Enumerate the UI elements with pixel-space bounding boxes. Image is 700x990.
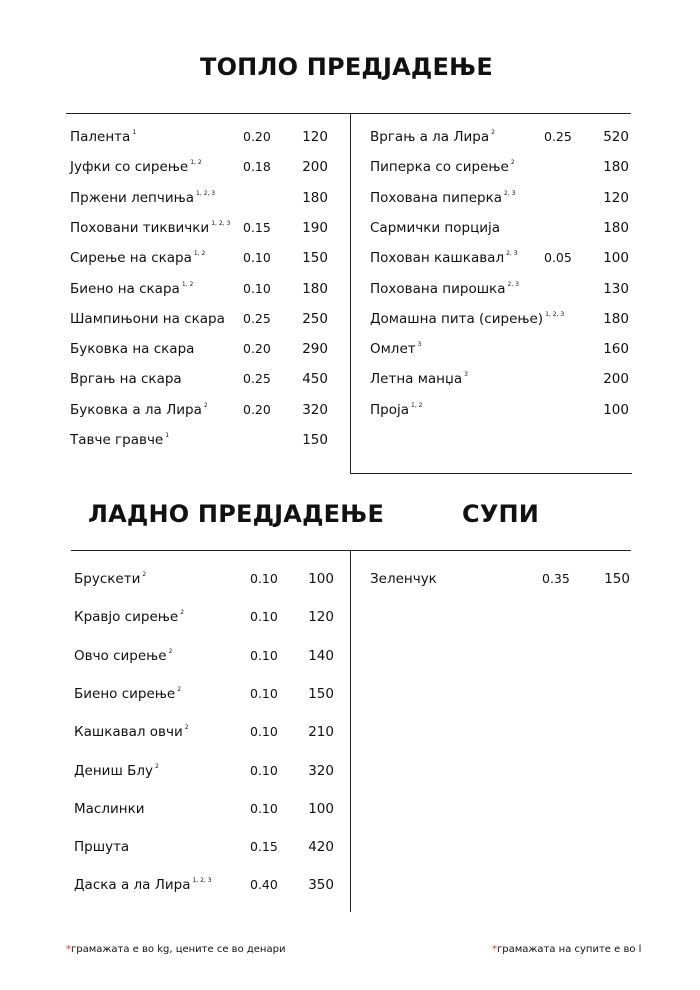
menu-item-name: [370, 341, 421, 357]
menu-item-price: 320: [308, 762, 334, 779]
menu-item-price: 180: [302, 189, 328, 206]
menu-item-name: [370, 281, 519, 297]
menu-item-name-text: Кравјо сирење: [74, 609, 179, 626]
menu-item-name-text: Брускети: [74, 571, 141, 587]
menu-item-name-text: Вргањ на скара: [70, 371, 182, 388]
hot-top-rule: [66, 113, 631, 114]
menu-item-row: [70, 432, 328, 452]
menu-item-price: 420: [308, 839, 334, 856]
menu-item-weight: 0.10: [250, 571, 278, 586]
menu-item-price: 180: [603, 159, 629, 176]
menu-item-name: [74, 648, 172, 664]
menu-item-name: [70, 159, 202, 175]
menu-item-name: [74, 609, 184, 625]
allergen-marker: 1, 2: [193, 250, 206, 258]
allergen-marker: 1, 2, 3: [192, 877, 212, 885]
menu-item-name-text: Палента: [70, 129, 131, 145]
menu-item-name-text: Проја: [370, 401, 410, 418]
menu-item-row: [370, 341, 629, 361]
menu-item-name: [74, 724, 189, 740]
allergen-marker: 1, 2, 3: [545, 310, 565, 318]
hot-bottom-rule: [350, 473, 632, 474]
menu-item-weight: 0.20: [243, 401, 271, 417]
menu-item-name: [70, 341, 194, 357]
menu-item-row: [74, 801, 334, 821]
menu-item-row: [370, 571, 630, 591]
menu-item-name: [74, 877, 212, 893]
menu-item-row: [74, 648, 334, 668]
menu-item-name: [70, 190, 215, 206]
allergen-marker: 2: [154, 762, 159, 770]
menu-item-row: [70, 402, 328, 422]
menu-item-weight: 0.25: [243, 371, 271, 387]
allergen-marker: 3: [464, 371, 468, 379]
menu-item-name-text: Биено на скара: [70, 280, 180, 297]
menu-item-row: [370, 190, 629, 210]
menu-item-price: 210: [308, 724, 334, 741]
menu-item-price: 130: [603, 280, 629, 297]
menu-item-row: [70, 129, 328, 149]
menu-item-name-text: Похована пиперка: [370, 189, 503, 206]
menu-item-name-text: Пиперка со сирење: [370, 159, 509, 176]
cold-column-divider: [350, 550, 351, 912]
footnote-asterisk: *: [492, 944, 497, 955]
soups-title: СУПИ: [462, 500, 540, 528]
menu-item-weight: 0.10: [250, 762, 278, 778]
menu-item-price: 100: [308, 800, 334, 817]
menu-item-name-text: Кашкавал овчи: [74, 724, 183, 741]
menu-item-weight: 0.15: [250, 839, 278, 855]
menu-item-price: 100: [308, 571, 334, 587]
allergen-marker: 1: [132, 129, 137, 136]
menu-item-name-text: Похован кашкавал: [370, 250, 505, 267]
menu-item-row: [370, 281, 629, 301]
menu-item-row: [370, 250, 629, 270]
allergen-marker: 1, 2: [181, 280, 194, 288]
menu-item-price: 200: [302, 159, 328, 176]
allergen-marker: 2: [177, 685, 182, 693]
menu-item-row: [70, 371, 328, 391]
menu-item-name-text: Зеленчук: [370, 571, 437, 587]
menu-item-weight: 0.40: [250, 877, 278, 893]
menu-item-price: 120: [603, 189, 629, 206]
menu-item-price: 320: [302, 401, 328, 418]
menu-item-name: [370, 571, 437, 587]
allergen-marker: 3: [417, 341, 422, 349]
allergen-marker: 1, 2, 3: [211, 219, 231, 227]
menu-item-weight: 0.25: [243, 310, 271, 326]
allergen-marker: 2: [142, 571, 147, 578]
menu-item-price: 150: [308, 685, 334, 702]
menu-item-price: 150: [302, 250, 328, 267]
menu-item-row: [70, 311, 328, 331]
hot-column-divider: [350, 113, 351, 473]
menu-item-name: [370, 190, 515, 206]
menu-item-price: 450: [302, 371, 328, 388]
menu-item-weight: 0.10: [250, 609, 278, 625]
menu-item-price: 520: [603, 129, 629, 145]
menu-item-row: [74, 839, 334, 859]
menu-item-row: [70, 281, 328, 301]
allergen-marker: 2: [203, 401, 208, 409]
menu-item-row: [70, 220, 328, 240]
menu-item-name: [70, 432, 169, 448]
menu-item-name-text: Похована пирошка: [370, 280, 506, 297]
cold-footnote: [66, 944, 285, 955]
menu-item-name: [74, 763, 159, 779]
menu-item-name-text: Јуфки со сирење: [70, 159, 189, 176]
menu-item-row: [74, 724, 334, 744]
menu-item-row: [74, 763, 334, 783]
menu-item-name-text: Омлет: [370, 341, 416, 358]
menu-item-name: [74, 839, 129, 855]
menu-item-name-text: Поховани тиквички: [70, 219, 210, 236]
menu-item-row: [74, 571, 334, 591]
menu-item-weight: 0.10: [250, 724, 278, 740]
menu-item-name: [370, 402, 422, 418]
menu-item-weight: 0.10: [243, 250, 271, 266]
menu-item-price: 150: [604, 571, 630, 587]
menu-item-price: 120: [302, 129, 328, 145]
menu-item-name-text: Маслинки: [74, 800, 145, 817]
menu-item-name-text: Овчо сирење: [74, 647, 167, 664]
allergen-marker: 1, 2, 3: [196, 189, 216, 197]
allergen-marker: 2: [168, 647, 173, 655]
menu-item-price: 290: [302, 341, 328, 358]
menu-item-name: [74, 686, 181, 702]
menu-item-row: [74, 686, 334, 706]
menu-item-price: 350: [308, 877, 334, 894]
menu-item-name-text: Вргањ а ла Лира: [370, 129, 490, 145]
menu-item-weight: 0.10: [250, 647, 278, 663]
menu-item-row: [70, 190, 328, 210]
soups-footnote: [492, 944, 641, 955]
menu-item-price: 190: [302, 219, 328, 236]
menu-item-price: 180: [603, 219, 629, 236]
menu-item-weight: 0.10: [250, 800, 278, 816]
menu-item-row: [370, 311, 629, 331]
menu-item-name: [70, 281, 193, 297]
menu-item-weight: 0.18: [243, 159, 271, 175]
allergen-marker: 2: [510, 159, 515, 167]
menu-item-name-text: Летна манџа: [370, 371, 463, 388]
menu-item-name-text: Пршута: [74, 839, 130, 856]
menu-item-weight: 0.15: [243, 219, 271, 235]
menu-item-row: [70, 250, 328, 270]
cold-top-rule: [71, 550, 631, 551]
menu-item-price: 200: [603, 371, 629, 388]
footnote-asterisk: *: [66, 944, 71, 955]
allergen-marker: 2, 3: [504, 189, 516, 197]
menu-item-price: 250: [302, 310, 328, 327]
menu-item-name: [70, 220, 230, 236]
menu-item-name-text: Дениш Блу: [74, 762, 153, 779]
allergen-marker: 2: [491, 129, 495, 136]
allergen-marker: 1, 2: [411, 401, 423, 409]
menu-item-price: 180: [302, 280, 328, 297]
menu-item-row: [370, 129, 629, 149]
cold-footnote-text: грамажата е во kg, цените се во денари: [71, 944, 286, 955]
menu-item-row: [70, 159, 328, 179]
menu-item-weight: 0.05: [544, 250, 572, 266]
allergen-marker: 1: [165, 432, 170, 439]
menu-item-row: [370, 159, 629, 179]
menu-item-name-text: Пржени лепчиња: [70, 189, 194, 206]
menu-item-row: [74, 609, 334, 629]
menu-item-name-text: Биено сирење: [74, 685, 176, 702]
menu-item-price: 160: [603, 341, 629, 358]
hot-appetizers-title: ТОПЛО ПРЕДЈАДЕЊЕ: [200, 53, 493, 81]
menu-item-price: 100: [603, 250, 629, 267]
menu-item-name: [70, 129, 136, 145]
menu-item-name-text: Сирење на скара: [70, 250, 192, 267]
menu-item-name: [70, 250, 205, 266]
menu-item-weight: 0.20: [243, 341, 271, 357]
soups-footnote-text: грамажата на супите е во l: [497, 944, 642, 955]
menu-item-name-text: Буковка а ла Лира: [70, 401, 202, 418]
cold-appetizers-title: ЛАДНО ПРЕДЈАДЕЊЕ: [88, 500, 385, 528]
menu-item-name: [74, 571, 146, 587]
menu-item-row: [70, 341, 328, 361]
allergen-marker: 2: [180, 609, 185, 617]
menu-item-name: [370, 129, 495, 145]
menu-item-name: [370, 220, 500, 236]
menu-item-price: 120: [308, 609, 334, 626]
menu-item-name-text: Буковка на скара: [70, 341, 195, 358]
menu-item-row: [370, 371, 629, 391]
menu-item-name-text: Домашна пита (сирење): [370, 310, 544, 327]
menu-item-name-text: Шампињони на скара: [70, 310, 225, 327]
menu-item-weight: 0.25: [544, 129, 572, 144]
allergen-marker: 2, 3: [506, 250, 518, 258]
menu-item-name-text: Тавче гравче: [70, 432, 164, 448]
menu-item-name: [74, 801, 145, 817]
menu-item-weight: 0.10: [250, 685, 278, 701]
menu-item-name: [70, 311, 225, 327]
menu-item-row: [74, 877, 334, 897]
allergen-marker: 2: [184, 724, 189, 732]
menu-item-name: [70, 371, 182, 387]
menu-item-price: 180: [603, 310, 629, 327]
menu-item-row: [370, 402, 629, 422]
menu-item-name: [370, 159, 515, 175]
menu-item-price: 140: [308, 647, 334, 664]
menu-item-weight: 0.35: [542, 571, 570, 586]
allergen-marker: 1, 2: [190, 159, 202, 167]
menu-item-name-text: Даска а ла Лира: [74, 877, 191, 894]
allergen-marker: 2, 3: [507, 280, 519, 288]
menu-item-weight: 0.10: [243, 280, 271, 296]
menu-item-weight: 0.20: [243, 129, 271, 144]
menu-item-name: [370, 250, 518, 266]
menu-item-row: [370, 220, 629, 240]
menu-item-price: 100: [603, 401, 629, 418]
menu-item-name-text: Сармички порција: [370, 219, 501, 236]
menu-item-price: 150: [302, 432, 328, 448]
menu-item-name: [70, 402, 208, 418]
menu-item-name: [370, 311, 564, 327]
menu-item-name: [370, 371, 468, 387]
